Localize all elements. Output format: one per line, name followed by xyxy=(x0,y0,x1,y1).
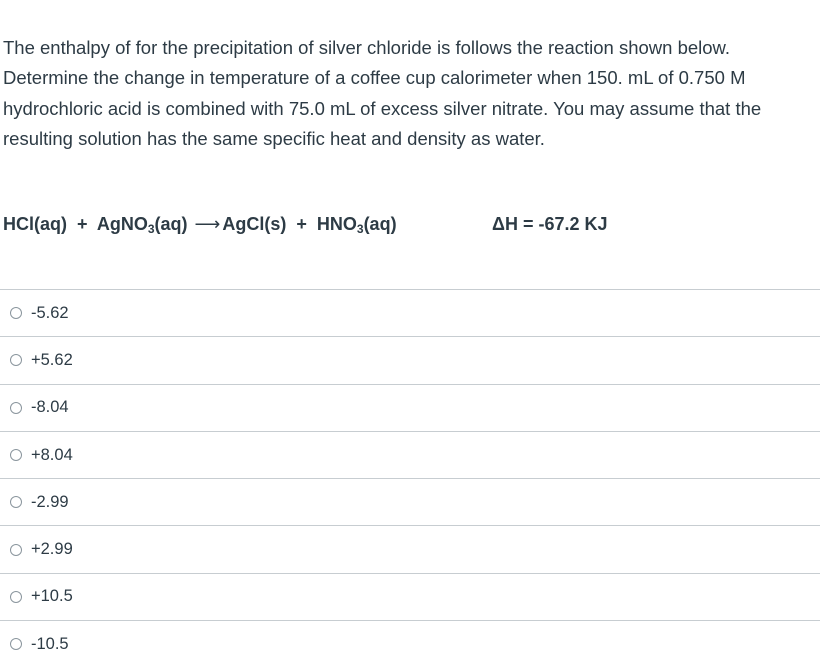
subscript-3: 3 xyxy=(356,222,364,236)
answer-option[interactable] xyxy=(0,289,820,336)
answer-option[interactable] xyxy=(0,525,820,572)
answer-option[interactable] xyxy=(0,431,820,478)
radio-button[interactable] xyxy=(10,449,22,461)
reaction-equation xyxy=(3,214,818,244)
equation-reactant-state: (aq) xyxy=(154,214,188,234)
equation-reactants: HCl(aq) + AgNO xyxy=(3,214,148,234)
radio-button[interactable] xyxy=(10,354,22,366)
answer-label: -8.04 xyxy=(31,398,69,417)
radio-button[interactable] xyxy=(10,307,22,319)
answer-option[interactable] xyxy=(0,573,820,620)
answer-option[interactable] xyxy=(0,620,820,667)
answer-label: -10.5 xyxy=(31,634,69,653)
radio-button[interactable] xyxy=(10,544,22,556)
chemical-equation xyxy=(3,214,397,236)
equation-products: AgCl(s) + HNO xyxy=(222,214,357,234)
answer-label: +8.04 xyxy=(31,445,73,464)
equation-product-state: (aq) xyxy=(363,214,397,234)
enthalpy-value: ΔH = -67.2 KJ xyxy=(492,214,608,234)
answer-label: -2.99 xyxy=(31,492,69,511)
answer-option[interactable] xyxy=(0,478,820,525)
radio-button[interactable] xyxy=(10,402,22,414)
subscript-3: 3 xyxy=(147,222,155,236)
radio-button[interactable] xyxy=(10,638,22,650)
radio-button[interactable] xyxy=(10,496,22,508)
answer-option[interactable] xyxy=(0,384,820,431)
answer-choices xyxy=(0,289,820,667)
answer-option[interactable] xyxy=(0,336,820,383)
reaction-arrow-icon: ⟶ xyxy=(194,214,221,234)
answer-label: +5.62 xyxy=(31,350,73,369)
answer-label: -5.62 xyxy=(31,303,69,322)
question-text: The enthalpy of for the precipitation of silver chloride is follows the reaction shown below. Determine the change in temperature of a coffee cup calorimeter when 150. mL of 0.750 M hydrochloric acid is combined with 75.0 mL of excess silver nitrate. You may assume that the resulting solution has the same specific heat and density as water. xyxy=(3,37,762,149)
answer-label: +10.5 xyxy=(31,587,73,606)
answer-label: +2.99 xyxy=(31,540,73,559)
radio-button[interactable] xyxy=(10,591,22,603)
